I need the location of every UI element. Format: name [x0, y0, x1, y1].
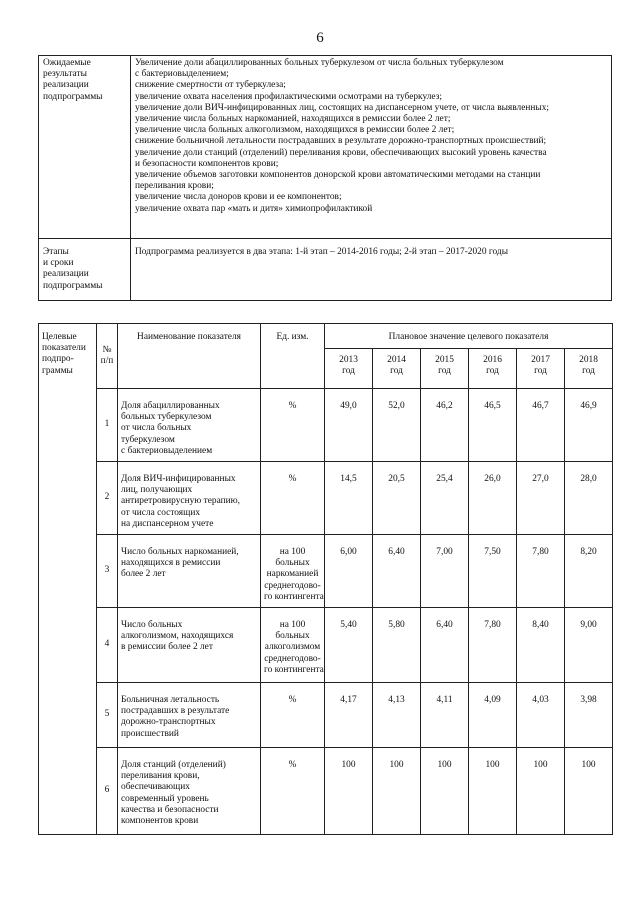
unit-line: го контингента — [264, 591, 324, 602]
page-number: 6 — [316, 30, 324, 46]
indicator-unit — [261, 462, 325, 535]
row-number: 4 — [97, 608, 118, 683]
value-2016: 7,50 — [469, 535, 517, 608]
name-line: от числа больных — [121, 423, 192, 434]
value-2018: 100 — [565, 748, 613, 835]
name-line: Доля ВИЧ-инфицированных — [121, 474, 236, 484]
name-line: Число больных — [121, 620, 183, 630]
unit-line: на 100 — [279, 620, 306, 630]
header-year-2015 — [421, 349, 469, 389]
table-row — [39, 389, 613, 462]
label-line: реализации — [43, 269, 89, 280]
year-suffix: год — [342, 366, 355, 377]
year-suffix: год — [582, 366, 595, 377]
label-line: подпрограммы — [43, 91, 103, 102]
table-row — [39, 683, 613, 748]
value-2016: 100 — [469, 748, 517, 835]
indicator-unit — [261, 535, 325, 608]
value-2015: 6,40 — [421, 608, 469, 683]
indicator-name — [118, 535, 261, 608]
year-suffix: год — [534, 366, 547, 377]
name-line: Доля абациллированных — [121, 401, 220, 411]
name-line: на диспансерном учете — [121, 518, 214, 529]
value-2017: 4,03 — [517, 683, 565, 748]
label-line: показатели — [42, 343, 86, 354]
value-2013: 100 — [325, 748, 373, 835]
unit-line: среднегодово- — [264, 653, 321, 664]
result-line: с бактериовыделением; — [135, 69, 229, 80]
year-number: 2014 — [387, 355, 406, 365]
result-line: увеличение охвата населения профилактическими осмотрами на туберкулез; — [135, 91, 443, 102]
value-2018: 28,0 — [565, 462, 613, 535]
unit-line: % — [288, 401, 297, 411]
value-2016: 7,80 — [469, 608, 517, 683]
name-line: находящихся в ремиссии — [121, 558, 221, 569]
label-line: Целевые — [42, 332, 77, 342]
unit-line: больных — [275, 558, 310, 569]
header-planned — [325, 324, 613, 349]
value-2016: 46,5 — [469, 389, 517, 462]
year-number: 2018 — [579, 355, 598, 365]
unit-line: % — [288, 760, 297, 770]
label-line: подпрограммы — [43, 280, 103, 291]
unit-line: на 100 — [279, 547, 306, 557]
unit-line: % — [288, 695, 297, 705]
result-line: увеличение числа доноров крови и ее компонентов; — [135, 192, 342, 203]
indicator-name — [118, 748, 261, 835]
value-2013: 5,40 — [325, 608, 373, 683]
result-line: снижение больничной летальности пострадавших в результате дорожно-транспортных происшествий; — [135, 136, 547, 147]
unit-line: алкоголизмом — [264, 642, 321, 653]
year-number: 2015 — [435, 355, 454, 365]
name-line: современный уровень — [121, 793, 209, 804]
table-row — [39, 535, 613, 608]
year-suffix: год — [390, 366, 403, 377]
value-2017: 8,40 — [517, 608, 565, 683]
header-row-1 — [39, 324, 613, 349]
year-suffix: год — [438, 366, 451, 377]
result-line: снижение смертности от туберкулеза; — [135, 80, 286, 91]
expected-results-label — [39, 56, 131, 239]
indicator-name — [118, 683, 261, 748]
label-line: результаты — [43, 69, 87, 80]
name-line: более 2 лет — [121, 569, 166, 580]
result-line: Увеличение доли абациллированных больных туберкулезом от числа больных туберкулезом — [135, 58, 504, 68]
name-line: туберкулезом — [121, 434, 175, 445]
indicator-name — [118, 389, 261, 462]
result-line: увеличение числа больных алкоголизмом, находящихся в ремиссии более 2 лет; — [135, 125, 455, 136]
value-2018: 46,9 — [565, 389, 613, 462]
header-year-2017 — [517, 349, 565, 389]
value-2014: 100 — [373, 748, 421, 835]
stages-row — [39, 239, 612, 301]
name-line: с бактериовыделением — [121, 445, 213, 456]
table-row — [39, 748, 613, 835]
name-line: дорожно-транспортных — [121, 717, 216, 728]
header-num-line: № — [102, 344, 112, 355]
value-2014: 5,80 — [373, 608, 421, 683]
value-2013: 14,5 — [325, 462, 373, 535]
year-suffix: год — [486, 366, 499, 377]
unit-line: наркоманией — [266, 569, 319, 580]
row-number: 3 — [97, 535, 118, 608]
indicator-name — [118, 462, 261, 535]
year-number: 2017 — [531, 355, 550, 365]
unit-line: % — [288, 474, 297, 484]
year-number: 2013 — [339, 355, 358, 365]
header-unit — [261, 324, 325, 389]
result-line: переливания крови; — [135, 181, 214, 192]
value-2014: 4,13 — [373, 683, 421, 748]
unit-line: среднегодово- — [264, 580, 321, 591]
name-line: компонентов крови — [121, 816, 199, 827]
label-line: граммы — [42, 365, 73, 376]
header-year-2014 — [373, 349, 421, 389]
value-2014: 20,5 — [373, 462, 421, 535]
name-line: лиц, получающих — [121, 485, 193, 496]
target-indicators-table — [38, 323, 613, 835]
stages-text — [131, 239, 612, 301]
header-name-text: Наименование показателя — [137, 332, 241, 342]
value-2015: 7,00 — [421, 535, 469, 608]
row-number: 6 — [97, 748, 118, 835]
value-2018: 3,98 — [565, 683, 613, 748]
name-line: антиретровирусную терапию, — [121, 496, 241, 507]
name-line: в ремиссии более 2 лет — [121, 642, 213, 653]
header-unit-text: Ед. изм. — [276, 332, 309, 342]
value-2017: 27,0 — [517, 462, 565, 535]
value-2014: 6,40 — [373, 535, 421, 608]
name-line: переливания крови, — [121, 771, 200, 782]
header-num — [97, 324, 118, 389]
name-line: от числа состоящих — [121, 507, 201, 518]
value-2016: 4,09 — [469, 683, 517, 748]
indicator-unit — [261, 683, 325, 748]
value-2013: 4,17 — [325, 683, 373, 748]
year-number: 2016 — [483, 355, 502, 365]
indicator-unit — [261, 389, 325, 462]
table-row — [39, 608, 613, 683]
result-line: увеличение числа больных наркоманией, находящихся в ремиссии более 2 лет; — [135, 114, 451, 125]
indicators-label — [39, 324, 97, 835]
result-line: увеличение доли станций (отделений) переливания крови, обеспечивающих высокий уровень качества — [135, 147, 547, 158]
expected-results-row — [39, 56, 612, 239]
unit-line: больных — [275, 631, 310, 642]
value-2015: 25,4 — [421, 462, 469, 535]
value-2017: 7,80 — [517, 535, 565, 608]
value-2014: 52,0 — [373, 389, 421, 462]
label-line: Этапы — [43, 247, 69, 257]
row-number: 5 — [97, 683, 118, 748]
name-line: Доля станций (отделений) — [121, 760, 226, 770]
name-line: обеспечивающих — [121, 782, 190, 793]
row-number: 2 — [97, 462, 118, 535]
label-line: и сроки — [43, 258, 74, 269]
header-year-2018 — [565, 349, 613, 389]
value-2015: 4,11 — [421, 683, 469, 748]
value-2016: 26,0 — [469, 462, 517, 535]
name-line: Больничная летальность — [121, 695, 220, 705]
result-line: увеличение охвата пар «мать и дитя» химиопрофилактикой — [135, 203, 373, 214]
value-2015: 100 — [421, 748, 469, 835]
value-2015: 46,2 — [421, 389, 469, 462]
result-line: увеличение объемов заготовки компонентов донорской крови автоматическими методами на станции — [135, 170, 541, 181]
name-line: качества и безопасности — [121, 804, 219, 815]
name-line: Число больных наркоманией, — [121, 547, 239, 557]
stages-label — [39, 239, 131, 301]
expected-results-text — [131, 56, 612, 239]
value-2017: 100 — [517, 748, 565, 835]
result-line: и безопасности компонентов крови; — [135, 158, 279, 169]
indicator-unit — [261, 748, 325, 835]
header-year-2016 — [469, 349, 517, 389]
row-number: 1 — [97, 389, 118, 462]
result-line: увеличение доли ВИЧ-инфицированных лиц, состоящих на диспансерном учете, от числа выявленных; — [135, 102, 549, 113]
value-2013: 49,0 — [325, 389, 373, 462]
header-name — [118, 324, 261, 389]
indicator-name — [118, 608, 261, 683]
label-line: реализации — [43, 80, 89, 91]
value-2018: 9,00 — [565, 608, 613, 683]
header-year-2013 — [325, 349, 373, 389]
name-line: происшествий — [121, 728, 179, 739]
indicator-unit — [261, 608, 325, 683]
name-line: больных туберкулезом — [121, 412, 212, 423]
name-line: пострадавших в результате — [121, 706, 230, 717]
header-planned-text: Плановое значение целевого показателя — [388, 332, 549, 342]
unit-line: го контингента — [264, 664, 324, 675]
label-line: подпро- — [42, 354, 74, 365]
label-line: Ожидаемые — [43, 58, 91, 68]
value-2017: 46,7 — [517, 389, 565, 462]
header-num-line: п/п — [100, 356, 114, 366]
table-row — [39, 462, 613, 535]
subprogram-summary-table — [38, 55, 612, 301]
value-2018: 8,20 — [565, 535, 613, 608]
name-line: алкоголизмом, находящихся — [121, 631, 234, 642]
value-2013: 6,00 — [325, 535, 373, 608]
stages-line: Подпрограмма реализуется в два этапа: 1-й этап – 2014-2016 годы; 2-й этап – 2017-2020 годы — [135, 247, 509, 257]
